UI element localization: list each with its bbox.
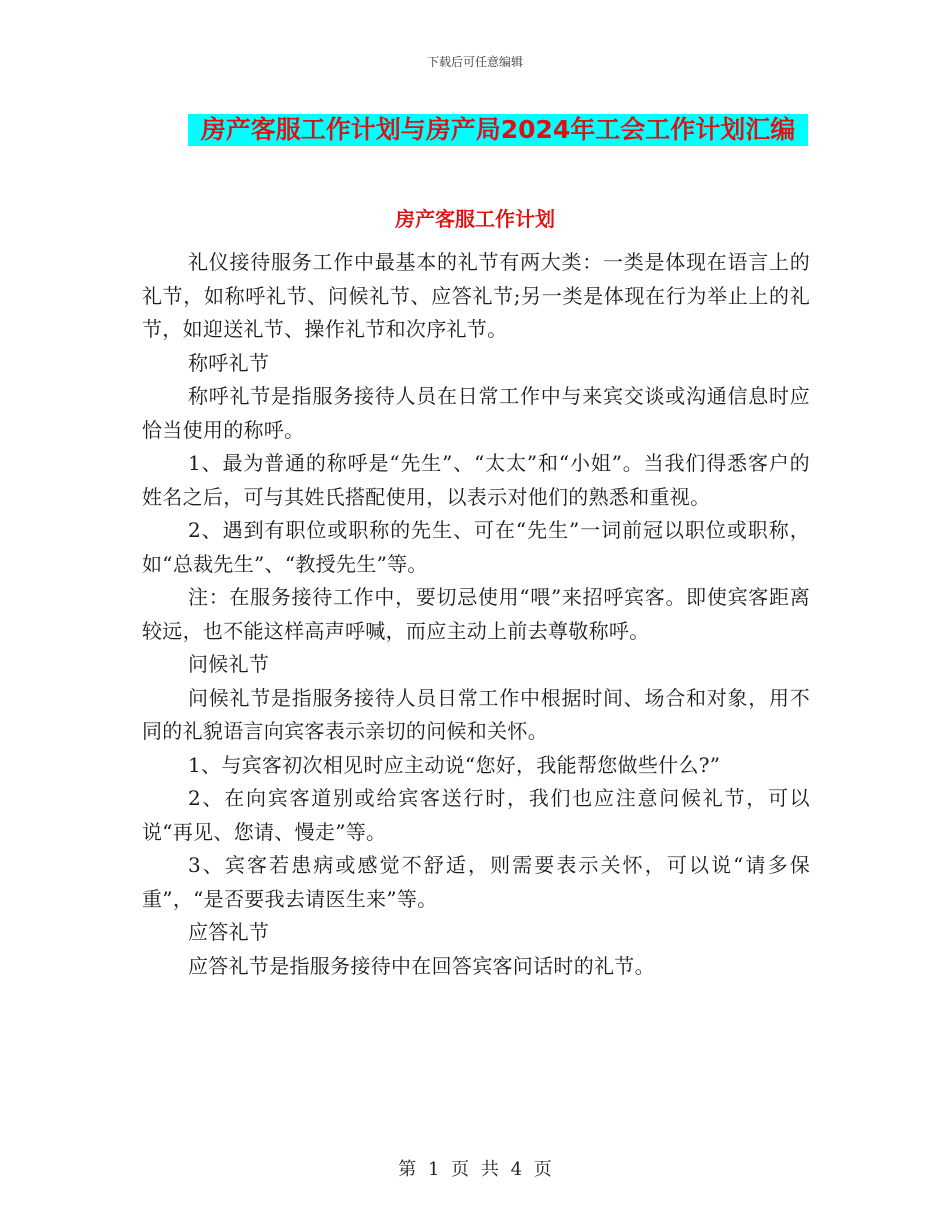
subheading-greeting: 问候礼节 [188,652,270,676]
paragraph: 2、在向宾客道别或给宾客送行时，我们也应注意问候礼节，可以说“再见、您请、慢走”等。 [142,786,810,844]
paragraph: 称呼礼节是指服务接待人员在日常工作中与来宾交谈或沟通信息时应恰当使用的称呼。 [142,384,810,442]
page-number: 第 1 页 共 4 页 [398,1159,552,1180]
paragraph: 3、宾客若患病或感觉不舒适，则需要表示关怀，可以说“请多保重”，“是否要我去请医生来”等。 [142,853,810,911]
header-note: 下载后可任意编辑 [426,55,523,69]
paragraph: 问候礼节是指服务接待人员日常工作中根据时间、场合和对象，用不同的礼貌语言向宾客表示亲切的问候和关怀。 [142,685,810,743]
paragraph: 2、遇到有职位或职称的先生、可在“先生”一词前冠以职位或职称，如“总裁先生”、“教授先生”等。 [142,518,810,576]
paragraph: 应答礼节是指服务接待中在回答宾客问话时的礼节。 [188,953,655,978]
subheading-addressing: 称呼礼节 [188,350,270,375]
paragraph: 1、最为普通的称呼是“先生”、“太太”和“小姐”。当我们得悉客户的姓名之后，可与其姓氏搭配使用，以表示对他们的熟悉和重视。 [142,451,810,509]
paragraph: 礼仪接待服务工作中最基本的礼节有两大类：一类是体现在语言上的礼节，如称呼礼节、问候礼节、应答礼节;另一类是体现在行为举止上的礼节，如迎送礼节、操作礼节和次序礼节。 [142,250,810,341]
paragraph: 注：在服务接待工作中，要切忌使用“喂”来招呼宾客。即使宾客距离较远，也不能这样高声呼喊，而应主动上前去尊敬称呼。 [142,585,810,643]
subheading-response: 应答礼节 [188,920,270,944]
paragraph: 1、与宾客初次相见时应主动说“您好，我能帮您做些什么?” [188,752,721,777]
section-title: 房产客服工作计划 [395,207,555,231]
document-title: 房产客服工作计划与房产局2024年工会工作计划汇编 [188,114,808,146]
document-body [142,246,810,983]
